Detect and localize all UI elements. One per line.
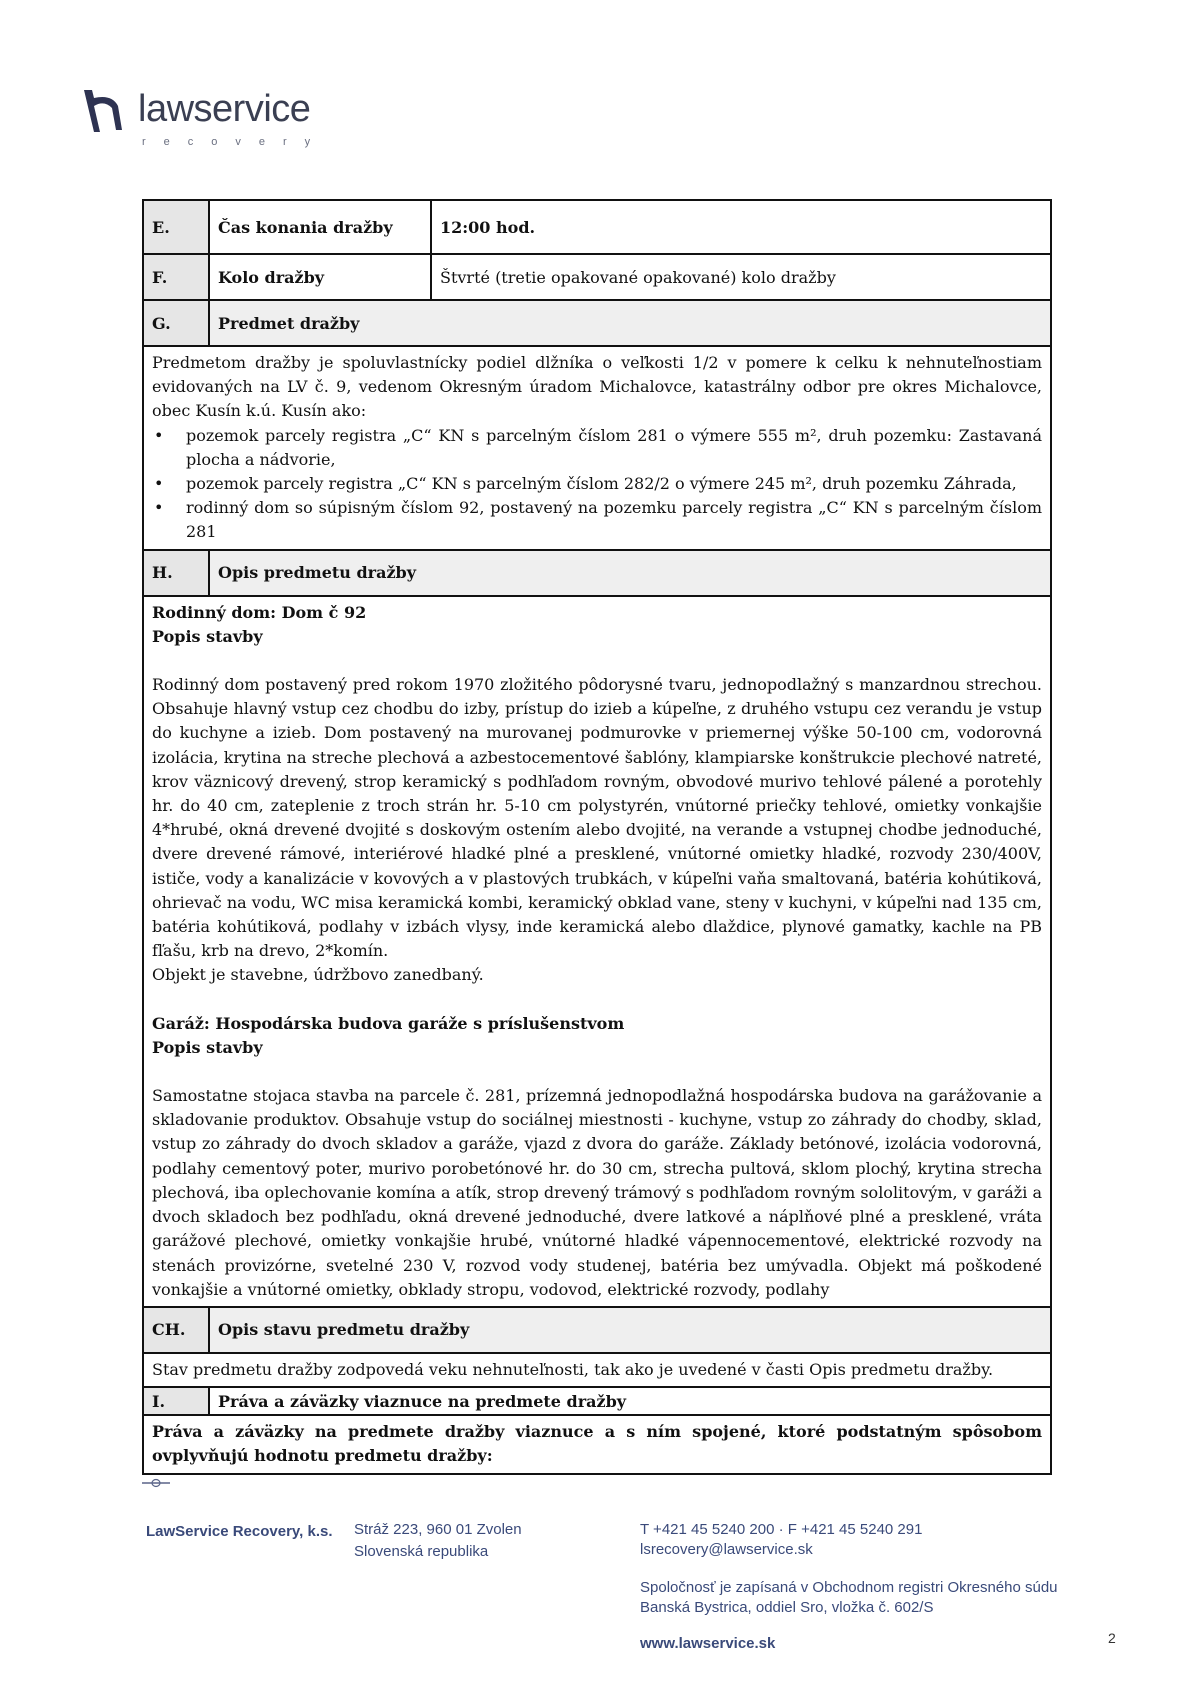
row-ch-header (144, 1308, 1050, 1354)
list-item: • rodinný dom so súpisným číslom 92, postavený na pozemku parcely registra „C“ KN s parcelným číslom 281 (152, 496, 1042, 544)
row-value: Štvrté (tretie opakované opakované) kolo dražby (440, 267, 836, 287)
footer-company: LawService Recovery, k.s. (146, 1523, 333, 1540)
logo-subtitle: recovery (142, 136, 329, 148)
bullet-list (152, 424, 1042, 545)
row-i-header (144, 1388, 1050, 1416)
row-label: Čas konania dražby (210, 201, 432, 253)
footer-email[interactable]: lsrecovery@lawservice.sk (640, 1541, 813, 1558)
subsection-title: Garáž: Hospodárska budova garáže s príslušenstvom (152, 1013, 625, 1033)
section-heading: Predmet dražby (210, 301, 1050, 345)
subsection-title: Rodinný dom: Dom č 92 (152, 602, 367, 622)
auction-details-table (142, 199, 1052, 1475)
row-e (144, 201, 1050, 255)
row-code: E. (144, 201, 210, 253)
footer-address-1: Stráž 223, 960 01 Zvolen (354, 1521, 522, 1538)
section-body: Práva a záväzky na predmete dražby viaznuce a s ním spojené, ktoré podstatným spôsobom ovplyvňujú hodnotu predmetu dražby: (152, 1422, 1042, 1466)
footer-website[interactable]: www.lawservice.sk (640, 1635, 776, 1652)
row-f (144, 255, 1050, 301)
paragraph: Objekt je stavebne, údržbovo zanedbaný. (152, 965, 484, 985)
row-code: H. (144, 551, 210, 595)
row-code: I. (144, 1388, 210, 1414)
list-item: • pozemok parcely registra „C“ KN s parcelným číslom 281 o výmere 555 m², druh pozemku: Zastavaná plocha a nádvorie, (152, 424, 1042, 472)
paragraph: Predmetom dražby je spoluvlastnícky podiel dlžníka o veľkosti 1/2 v pomere k celku k nehnuteľnostiam evidovaných na LV č. 9, vedenom Okresným úradom Michalovce, katastrálny odbor pre okres Michalovce, obec Kusín k.ú. Kusín ako: (152, 353, 1042, 421)
footer-phone: T +421 45 5240 200 · F +421 45 5240 291 (640, 1521, 923, 1538)
logo-wordmark: lawservice (138, 88, 311, 130)
row-i-body (144, 1416, 1050, 1472)
row-value: 12:00 hod. (440, 217, 536, 237)
row-ch-body (144, 1354, 1050, 1388)
footer-logo-icon (142, 1478, 170, 1488)
list-item: • pozemok parcely registra „C“ KN s parcelným číslom 282/2 o výmere 245 m², druh pozemku Záhrada, (152, 472, 1042, 496)
section-heading: Opis stavu predmetu dražby (210, 1308, 1050, 1352)
subsection-subtitle: Popis stavby (152, 626, 263, 646)
row-code: G. (144, 301, 210, 345)
section-body: Stav predmetu dražby zodpovedá veku nehnuteľnosti, tak ako je uvedené v časti Opis predmetu dražby. (152, 1359, 994, 1379)
section-heading: Opis predmetu dražby (210, 551, 1050, 595)
subsection-subtitle: Popis stavby (152, 1037, 263, 1057)
row-label: Kolo dražby (210, 255, 432, 299)
row-g-header (144, 301, 1050, 347)
company-logo (82, 86, 342, 156)
footer-registry-1: Spoločnosť je zapísaná v Obchodnom registri Okresného súdu (640, 1579, 1058, 1596)
section-body (144, 597, 1050, 1306)
footer-registry-2: Banská Bystrica, oddiel Sro, vložka č. 602/S (640, 1599, 934, 1616)
row-g-body (144, 347, 1050, 551)
footer-address-2: Slovenská republika (354, 1543, 489, 1560)
section-heading: Práva a záväzky viaznuce na predmete dražby (218, 1391, 627, 1411)
row-h-body (144, 597, 1050, 1308)
paragraph: Samostatne stojaca stavba na parcele č. 281, prízemná jednopodlažná hospodárska budova na garážovanie a skladovanie produktov. Obsahuje vstup do sociálnej miestnosti - kuchyne, vstup zo záhrady do chodby, sklad, vstup zo záhrady do dvoch skladov a garáže, vjazd z dvora do garáže. Základy betónové, izolácia vodorovná, podlahy cementový poter, murivo porobetónové hr. do 30 cm, strecha pultová, sklom plochý, krytina strecha plechová, iba oplechovanie komína a atík, strop drevený trámový s podhľadom rovným sololitovým, v garáži a dvoch skladoch bez podhľadu, okná drevené jednoduché, dvere latkové a náplňové plné a presklené, vráta garážové plechové, omietky vonkajšie hrubé, vnútorné hladké vápennocementové, elektrické rozvody na stenách provizórne, svetelné 230 V, rozvod vody studenej, batéria bez umývadla. Objekt má poškodené vonkajšie a vnútorné omietky, obklady stropu, vodovod, elektrické rozvody, podlahy (152, 1086, 1042, 1299)
logo-mark-icon (82, 86, 132, 136)
paragraph: Rodinný dom postavený pred rokom 1970 zložitého pôdorysné tvaru, jednopodlažný s manzardnou strechou. Obsahuje hlavný vstup cez chodbu do izby, prístup do izieb a kúpeľne, z druhého vstupu cez verandu je vstup do kuchyne a izieb. Dom postavený na murovanej podmurovke v priemernej výške 50-100 cm, vodorovná izolácia, krytina na streche plechová a azbestocementové šablóny, klampiarske konštrukcie plechové natreté, krov väznicový drevený, strop keramický s podhľadom rovným, obvodové murivo tehlové pálené a porotehly hr. do 40 cm, zateplenie z troch strán hr. 5-10 cm polystyrén, vnútorné priečky tehlové, omietky vonkajšie 4*hrubé, okná drevené dvojité s doskovým ostením alebo dvojité, na verande a vstupnej chodbe jednoduché, dvere drevené rámové, interiérové hladké plné a presklené, vnútorné omietky hladké, rozvody 230/400V, ističe, vody a kanalizácie v kovových a v plastových trubkách, v kúpeľni vaňa smaltovaná, batéria kohútiková, ohrievač na vodu, WC misa keramická kombi, keramický obklad vane, steny v kuchyni, v kúpeľni nad 135 cm, batéria kohútiková, podlahy v izbách vlysy, inde keramická alebo dlaždice, plynové gamatky, kachle na PB fľašu, krb na drevo, 2*komín. (152, 675, 1042, 961)
section-body (144, 347, 1050, 549)
row-code: CH. (144, 1308, 210, 1352)
page-number: 2 (1108, 1630, 1116, 1646)
row-h-header (144, 551, 1050, 597)
row-code: F. (144, 255, 210, 299)
